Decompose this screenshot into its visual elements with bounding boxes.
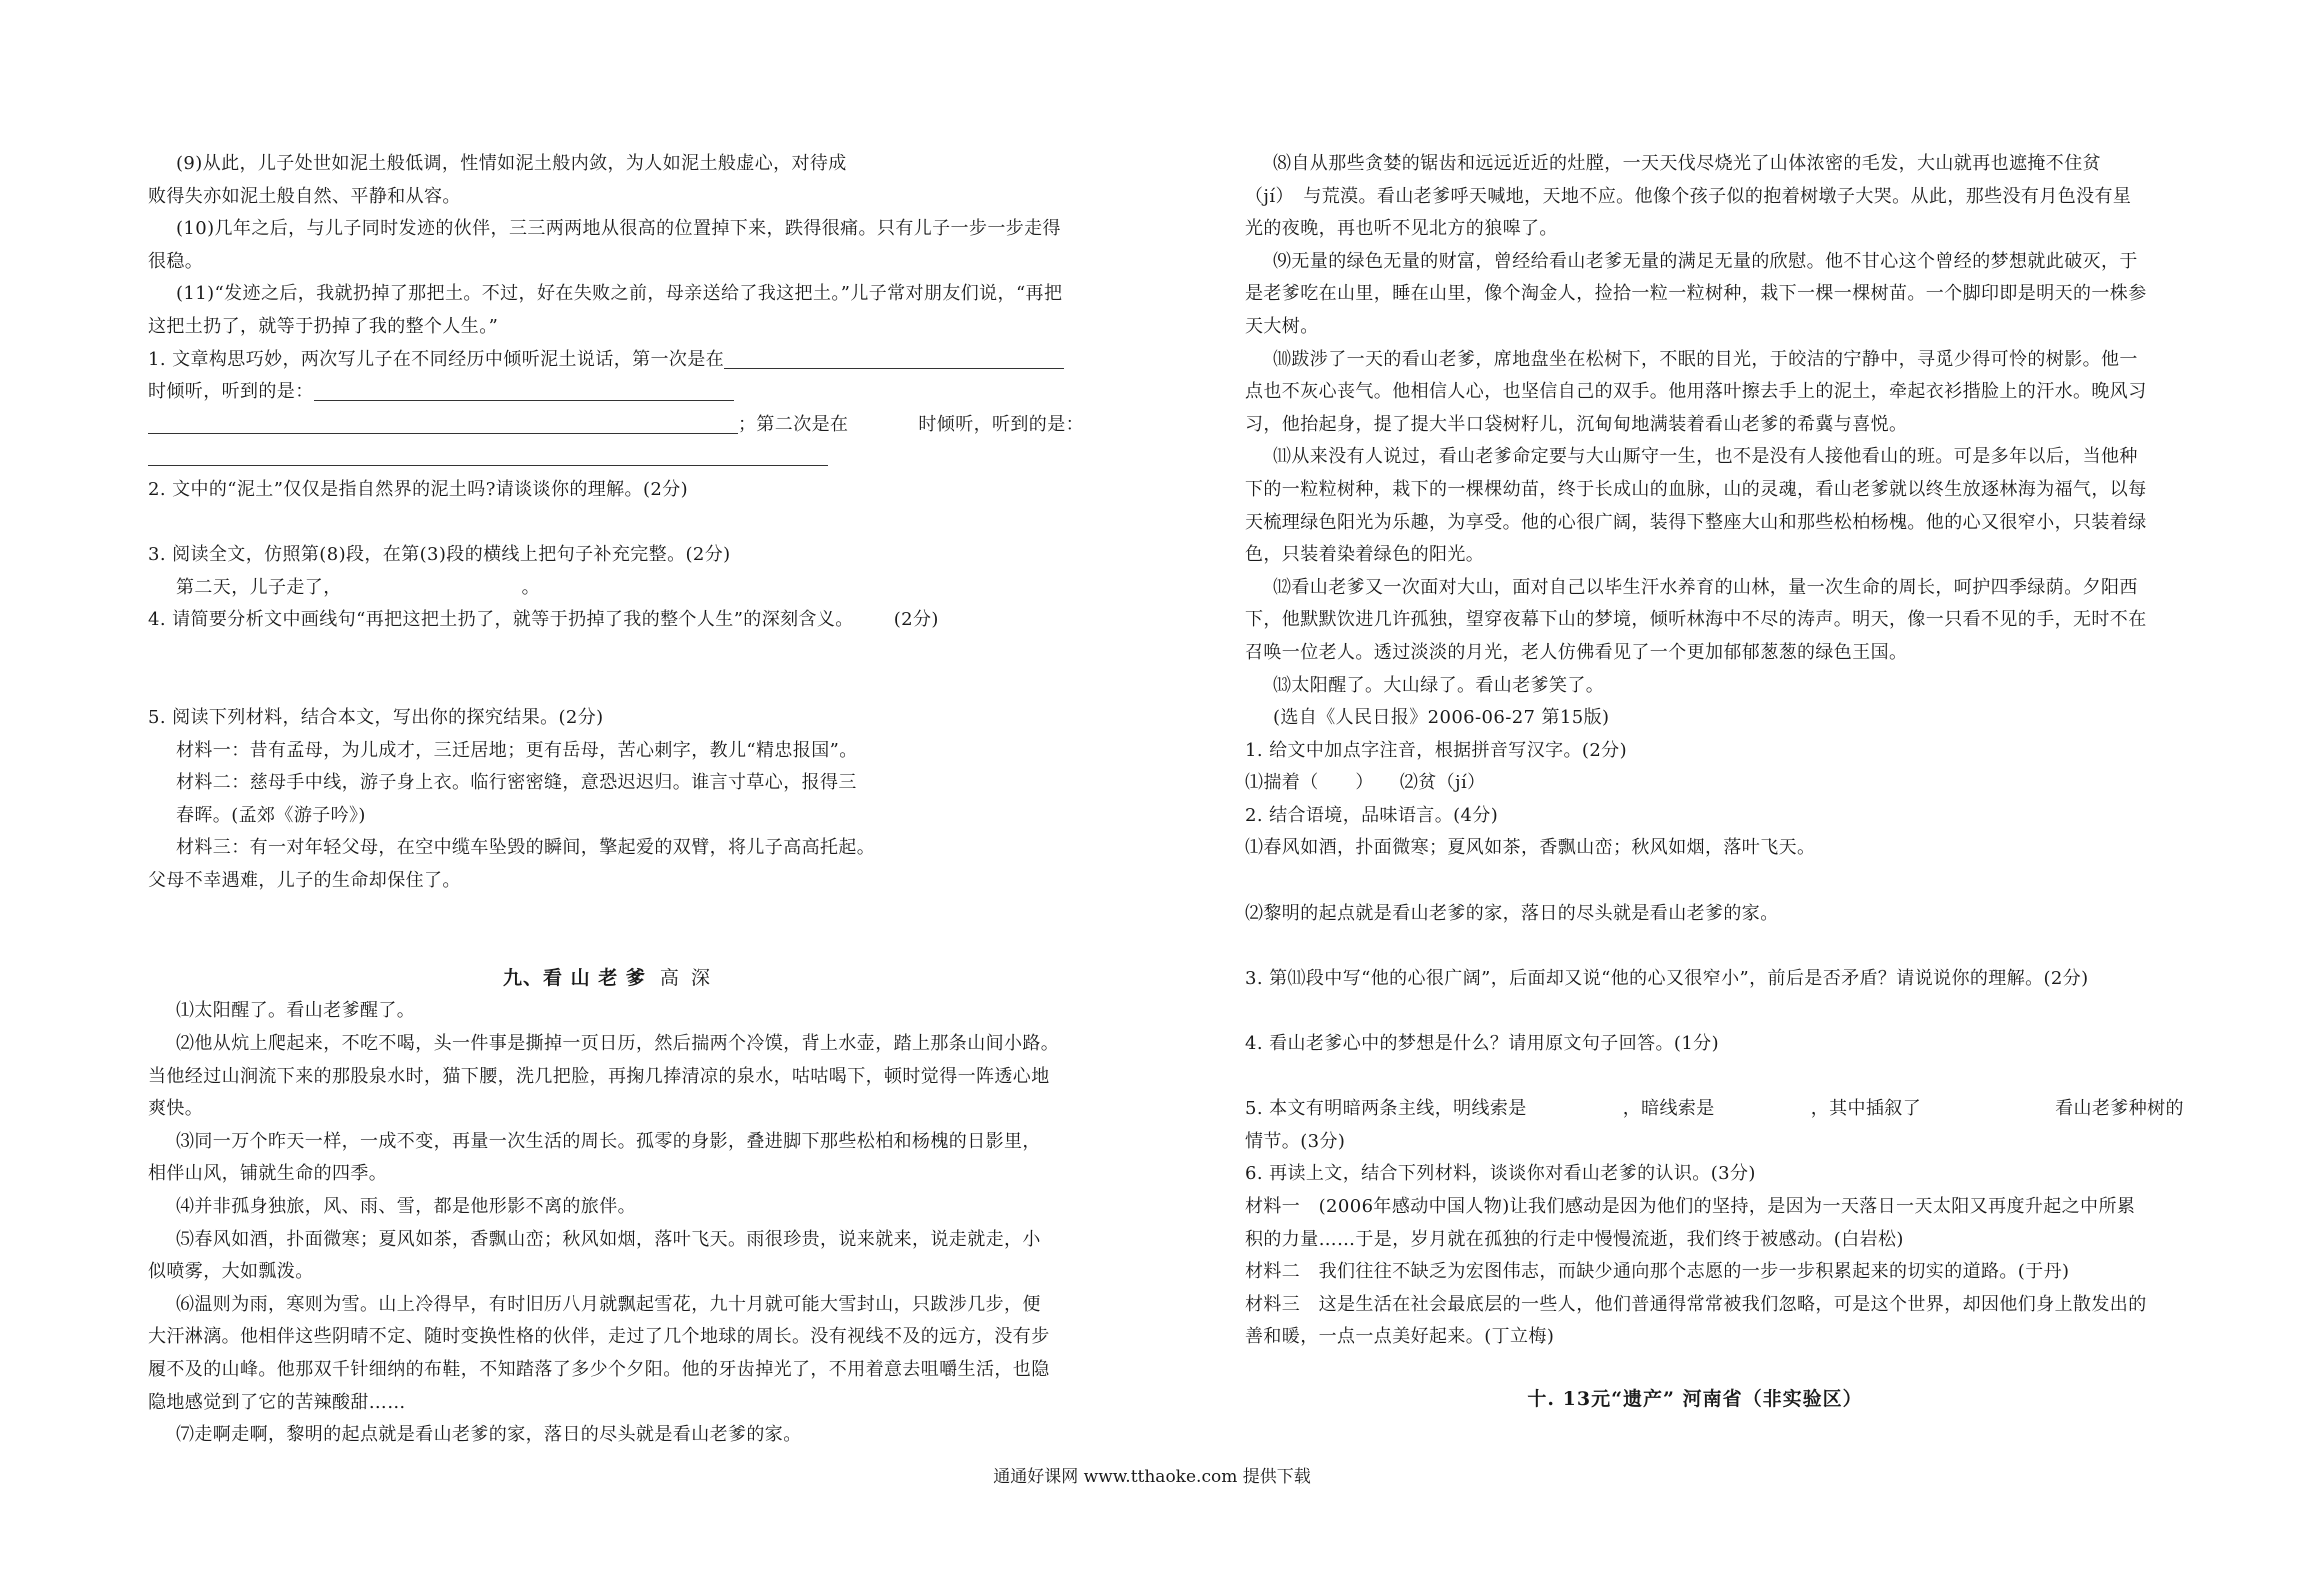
paragraph-11-line2: 这把土扔了，就等于扔掉了我的整个人生。”: [148, 315, 499, 337]
story-para-11-line3: 天梳理绿色阳光为乐趣，为享受。他的心很广阔，装得下整座大山和那些松柏杨槐。他的心又很窄小，只装着绿: [1245, 511, 2147, 533]
question-6: 6. 再读上文，结合下列材料，谈谈你对看山老爹的认识。(3分): [1245, 1163, 1756, 1185]
story-para-9-line1: ⑼无量的绿色无量的财富，曾经给看山老爹无量的满足无量的欣慰。他不甘心这个曾经的梦想就此破灭，于: [1273, 250, 2138, 272]
story-para-9-line3: 天大树。: [1245, 315, 1319, 337]
story-para-3-line1: ⑶同一万个昨天一样，一成不变，再量一次生活的周长。孤零的身影，叠进脚下那些松柏和杨槐的日影里，: [176, 1130, 1041, 1152]
answer-blank[interactable]: [314, 380, 734, 401]
story-para-11-line2: 下的一粒粒树种，栽下的一棵棵幼苗，终于长成山的血脉，山的灵魂，看山老爹就以终生放逐林海为福气，以每: [1245, 478, 2147, 500]
material-3-line1: 材料三：有一对年轻父母，在空中缆车坠毁的瞬间，擎起爱的双臂，将儿子高高托起。: [176, 837, 876, 859]
question-1-text: 1. 文章构思巧妙，两次写儿子在不同经历中倾听泥土说话，第一次是在: [148, 348, 725, 370]
story-para-5-line1: ⑸春风如酒，扑面微寒；夏风如茶，香飘山峦；秋风如烟，落叶飞天。雨很珍贵，说来就来，说走就走，小: [176, 1228, 1041, 1250]
story-para-9-line2: 是老爹吃在山里，睡在山里，像个淘金人，捡拾一粒一粒树种，栽下一棵一棵树苗。一个脚印即是明天的一株参: [1245, 283, 2147, 305]
material-2-line1: 材料二：慈母手中线，游子身上衣。临行密密缝，意恐迟迟归。谁言寸草心，报得三: [176, 772, 857, 794]
question-1: 1. 给文中加点字注音，根据拼音写汉字。(2分): [1245, 739, 1627, 761]
material-2: 材料二 我们往往不缺乏为宏图伟志，而缺少通向那个志愿的一步一步积累起来的切实的道路。(于丹): [1245, 1261, 2070, 1283]
story-para-2-line1: ⑵他从炕上爬起来，不吃不喝，头一件事是撕掉一页日历，然后揣两个冷馍，背上水壶，踏上那条山间小路。: [176, 1033, 1060, 1055]
question-2-item-b: ⑵黎明的起点就是看山老爹的家，落日的尽头就是看山老爹的家。: [1245, 902, 1779, 924]
question-1-item-b: ⑵贫（jí）: [1399, 772, 1486, 794]
answer-blank[interactable]: [148, 413, 738, 434]
paragraph-9-line1: (9)从此，儿子处世如泥土般低调，性情如泥土般内敛，为人如泥土般虚心，对待成: [176, 153, 847, 174]
question-3-prompt: 第二天，儿子走了，: [176, 576, 342, 598]
question-3-period: 。: [521, 576, 541, 598]
story-para-10-line1: ⑽跋涉了一天的看山老爹，席地盘坐在松树下，不眠的目光，于皎洁的宁静中，寻觅少得可怜的树影。他一: [1273, 348, 2138, 370]
question-4: [148, 604, 1068, 637]
material-1: 材料一：昔有孟母，为儿成才，三迁居地；更有岳母，苦心刺字，教儿“精忠报国”。: [176, 739, 858, 761]
footer-credit: 通通好课网 www.tthaoke.com 提供下载: [993, 1467, 1311, 1487]
story-para-8-line1: ⑻自从那些贪婪的锯齿和远远近近的灶膛，一天天伐尽烧光了山体浓密的毛发，大山就再也遮掩不住贫: [1273, 153, 2101, 174]
question-5: 5. 阅读下列材料，结合本文，写出你的探究结果。(2分): [148, 706, 604, 728]
material-3-line2: 父母不幸遇难，儿子的生命却保住了。: [148, 869, 461, 891]
story-para-6-line1: ⑹温则为雨，寒则为雪。山上冷得早，有时旧历八月就飘起雪花，九十月就可能大雪封山，只跋涉几步，便: [176, 1293, 1041, 1315]
question-4: 4. 看山老爹心中的梦想是什么？请用原文句子回答。(1分): [1245, 1033, 1719, 1055]
question-5-text-b: ，暗线索是: [1622, 1098, 1715, 1120]
question-1-items: [1245, 767, 2145, 800]
section-10-title: 十. 13元“遗产” 河南省（非实验区）: [1527, 1387, 1863, 1410]
question-2: 2. 文中的“泥土”仅仅是指自然界的泥土吗?请谈谈你的理解。(2分): [148, 478, 689, 500]
material-2-line2: 春晖。(孟郊《游子吟》): [176, 804, 366, 826]
paragraph-11-line1: (11)“发迹之后，我就扔掉了那把土。不过，好在失败之前，母亲送给了我这把土。”儿子常对朋友们说，“再把: [176, 283, 1063, 305]
question-5-text-d: 看山老爹种树的: [2055, 1098, 2184, 1120]
story-para-5-line2: 似喷雾，大如瓢泼。: [148, 1261, 314, 1283]
question-1-text3: ；第二次是在: [738, 413, 849, 435]
story-para-11-line4: 色，只装着染着绿色的阳光。: [1245, 544, 1485, 566]
question-1-text4: 时倾听，听到的是：: [918, 413, 1085, 435]
question-1-item-a: ⑴揣着（ ）: [1245, 772, 1374, 794]
right-column: [1245, 148, 2184, 1416]
question-3-fill: [148, 572, 1068, 605]
answer-blank[interactable]: [724, 348, 1064, 369]
paragraph-10-line2: 很稳。: [148, 250, 204, 272]
story-para-6-line4: 隐地感觉到了它的苦辣酸甜……: [148, 1391, 406, 1413]
question-3: 3. 第⑾段中写“他的心很广阔”，后面却又说“他的心又很窄小”，前后是否矛盾？请说说你的理解。(2分): [1245, 967, 2089, 989]
question-1-line2: [148, 376, 1068, 409]
story-para-3-line2: 相伴山风，铺就生命的四季。: [148, 1163, 388, 1185]
question-5-text-a: 5. 本文有明暗两条主线，明线索是: [1245, 1098, 1527, 1120]
story-para-8-line3: 光的夜晚，再也听不见北方的狼嗥了。: [1245, 218, 1558, 240]
story-para-4: ⑷并非孤身独旅，风、雨、雪，都是他形影不离的旅伴。: [176, 1196, 636, 1218]
material-1-line2: 积的力量……于是，岁月就在孤独的行走中慢慢流逝，我们终于被感动。(白岩松): [1245, 1228, 1904, 1250]
question-1-line3: [148, 409, 1085, 442]
section-9-author: 高 深: [659, 967, 713, 990]
material-3-line2: 善和暖，一点一点美好起来。(丁立梅): [1245, 1326, 1555, 1348]
paragraph-9-line2: 败得失亦如泥土般自然、平静和从容。: [148, 185, 461, 207]
paragraph-10-line1: (10)几年之后，与儿子同时发迹的伙伴，三三两两地从很高的位置掉下来，跌得很痛。只有儿子一步一步走得: [176, 218, 1061, 240]
question-2: 2. 结合语境，品味语言。(4分): [1245, 804, 1499, 826]
story-para-1: ⑴太阳醒了。看山老爹醒了。: [176, 1000, 416, 1022]
story-para-11-line1: ⑾从来没有人说过，看山老爹命定要与大山厮守一生，也不是没有人接他看山的班。可是多年以后，当他种: [1273, 446, 2138, 468]
question-1-line4: [148, 441, 1068, 474]
source-citation: (选自《人民日报》2006-06-27 第15版): [1273, 707, 1610, 729]
left-column: [148, 148, 1085, 1452]
answer-blank[interactable]: [148, 445, 828, 466]
section-9-heading: 九、看 山 老 爹: [503, 967, 646, 990]
story-para-10-line2: 点也不灰心丧气。他相信人心，也坚信自己的双手。他用落叶擦去手上的泥土，牵起衣衫揩脸上的汗水。晚风习: [1245, 381, 2147, 403]
story-para-12-line1: ⑿看山老爹又一次面对大山，面对自己以毕生汗水养育的山林，量一次生命的周长，呵护四季绿荫。夕阳西: [1273, 576, 2138, 598]
question-3: 3. 阅读全文，仿照第(8)段，在第(3)段的横线上把句子补充完整。(2分): [148, 544, 731, 566]
story-para-8-line2: （jí） 与荒漠。看山老爹呼天喊地，天地不应。他像个孩子似的抱着树墩子大哭。从此，那些没有月色没有星: [1245, 185, 2132, 207]
material-3-line1: 材料三 这是生活在社会最底层的一些人，他们普通得常常被我们忽略，可是这个世界，却因他们身上散发出的: [1245, 1293, 2147, 1315]
story-para-12-line2: 下，他默默饮进几许孤独，望穿夜幕下山的梦境，倾听林海中不尽的涛声。明天，像一只看不见的手，无时不在: [1245, 609, 2147, 631]
question-1-text2: 时倾听，听到的是：: [148, 381, 314, 403]
question-5-line2: 情节。(3分): [1245, 1130, 1346, 1152]
story-para-12-line3: 召唤一位老人。透过淡淡的月光，老人仿佛看见了一个更加郁郁葱葱的绿色王国。: [1245, 641, 1908, 663]
question-2-item-a: ⑴春风如酒，扑面微寒；夏风如茶，香飘山峦；秋风如烟，落叶飞天。: [1245, 837, 1816, 859]
section-9-title: [148, 961, 1068, 995]
story-para-2-line2: 当他经过山涧流下来的那股泉水时，猫下腰，洗几把脸，再掬几捧清凉的泉水，咕咕喝下，顿时觉得一阵透心地: [148, 1065, 1050, 1087]
question-1-line1: [148, 344, 1068, 377]
story-para-13: ⒀太阳醒了。大山绿了。看山老爹笑了。: [1273, 674, 1605, 696]
story-para-2-line3: 爽快。: [148, 1098, 204, 1120]
story-para-10-line3: 习，他抬起身，提了提大半口袋树籽儿，沉甸甸地满装着看山老爹的希冀与喜悦。: [1245, 413, 1908, 435]
question-4-text: 4. 请简要分析文中画线句“再把这把土扔了，就等于扔掉了我的整个人生”的深刻含义。: [148, 609, 854, 631]
story-para-6-line2: 大汗淋漓。他相伴这些阴晴不定、随时变换性格的伙伴，走过了几个地球的周长。没有视线不及的远方，没有步: [148, 1326, 1050, 1348]
question-4-score: (2分): [893, 609, 939, 631]
material-1-line1: 材料一 (2006年感动中国人物)让我们感动是因为他们的坚持，是因为一天落日一天太阳又再度升起之中所累: [1245, 1196, 2136, 1217]
question-5-line1: [1245, 1093, 2184, 1126]
question-5-text-c: ，其中插叙了: [1810, 1098, 1922, 1120]
story-para-6-line3: 履不及的山峰。他那双千针细纳的布鞋，不知踏落了多少个夕阳。他的牙齿掉光了，不用着意去咀嚼生活，也隐: [148, 1359, 1050, 1380]
story-para-7: ⑺走啊走啊，黎明的起点就是看山老爹的家，落日的尽头就是看山老爹的家。: [176, 1424, 802, 1446]
